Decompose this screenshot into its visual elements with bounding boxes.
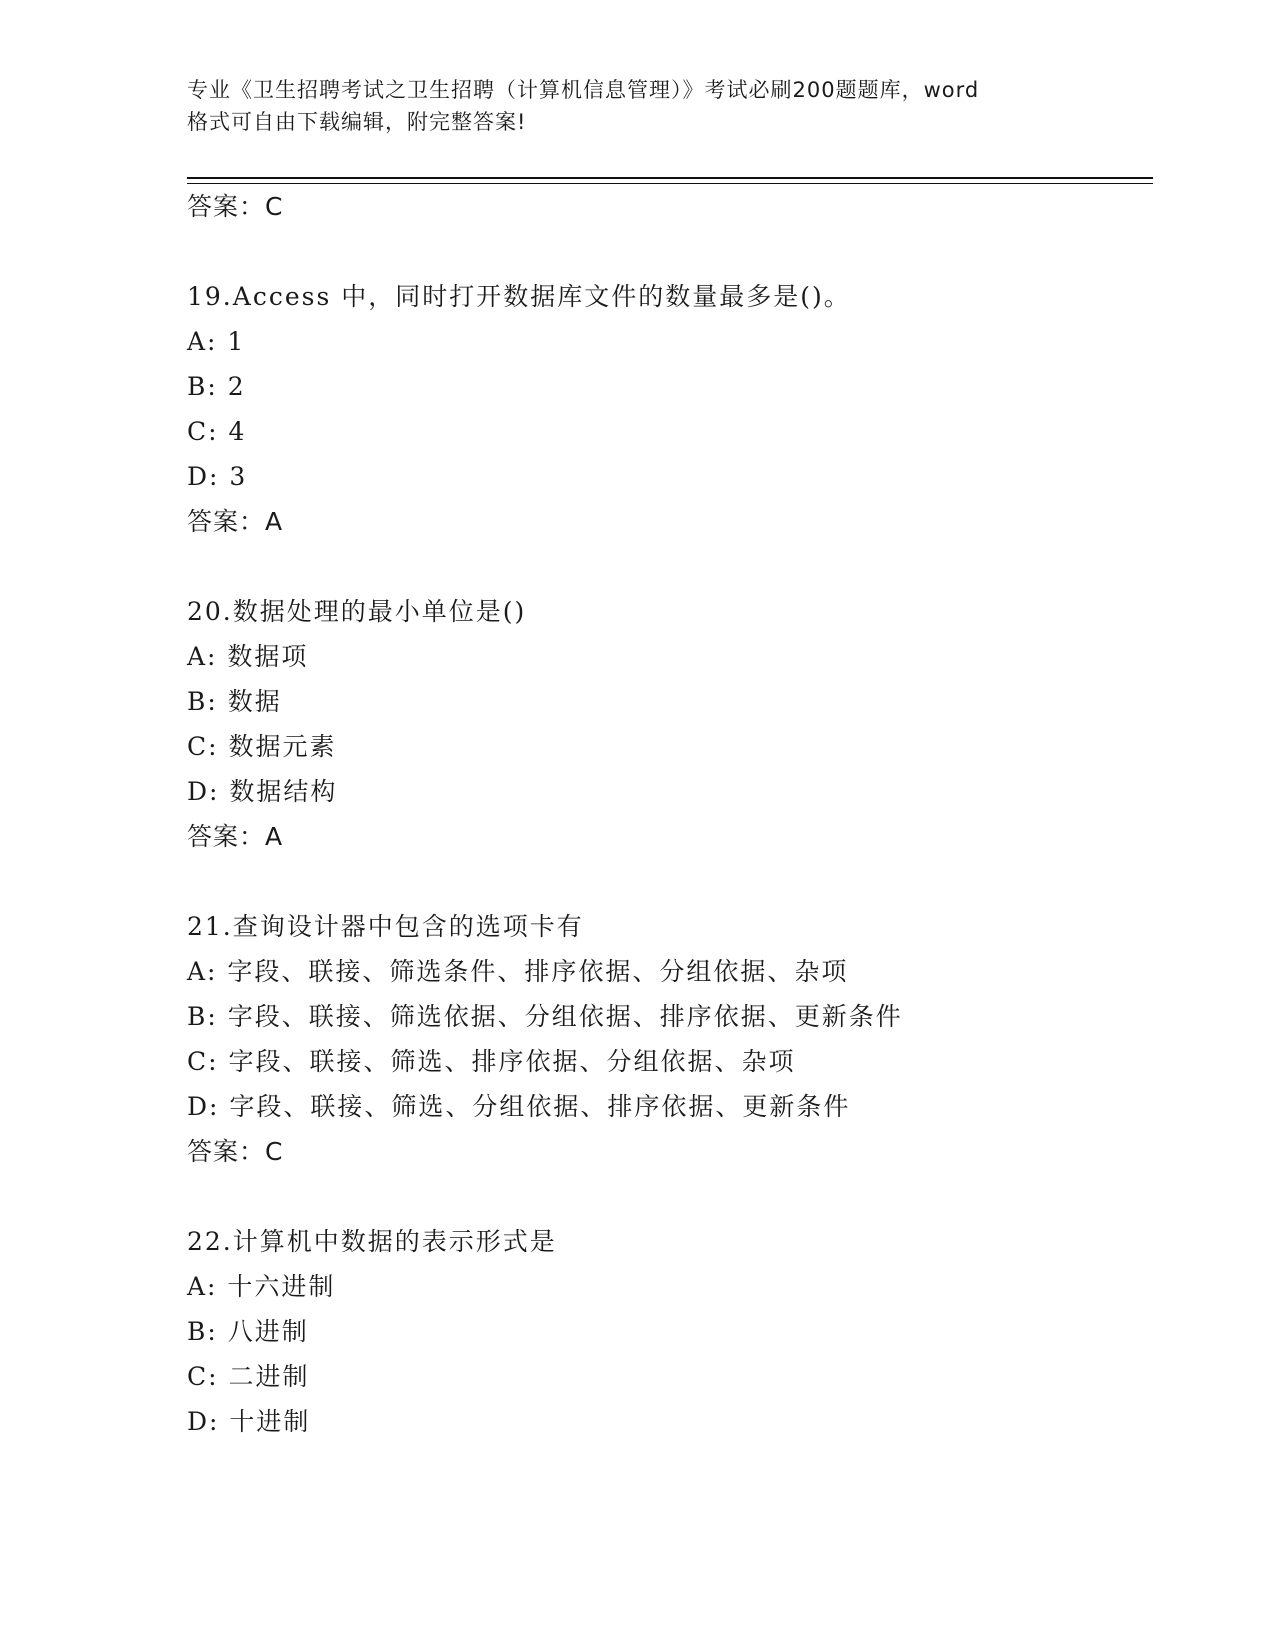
q20-option-d: D: 数据结构 (187, 777, 338, 806)
header-line-2: 格式可自由下载编辑，附完整答案! (187, 110, 527, 134)
q19-option-d: D: 3 (187, 462, 248, 491)
q21-option-b: B: 字段、联接、筛选依据、分组依据、排序依据、更新条件 (187, 1002, 903, 1031)
q20-option-a: A: 数据项 (187, 642, 309, 671)
header-divider-thick (187, 177, 1153, 179)
q21-option-a: A: 字段、联接、筛选条件、排序依据、分组依据、杂项 (187, 957, 849, 986)
q22-option-d: D: 十进制 (187, 1407, 311, 1436)
answer-18: 答案：C (187, 192, 284, 221)
q19-option-a: A: 1 (187, 327, 246, 356)
q19-option-c: C: 4 (187, 417, 247, 446)
question-22: 22.计算机中数据的表示形式是 (187, 1227, 557, 1256)
header-line-1: 专业《卫生招聘考试之卫生招聘（计算机信息管理）》考试必刷200题题库，word (187, 78, 980, 102)
document-header (187, 74, 1087, 138)
q20-answer: 答案：A (187, 822, 284, 851)
q19-answer: 答案：A (187, 507, 284, 536)
q21-option-c: C: 字段、联接、筛选、排序依据、分组依据、杂项 (187, 1047, 796, 1076)
q21-answer: 答案：C (187, 1137, 284, 1166)
header-divider-thin (187, 183, 1153, 184)
q19-option-b: B: 2 (187, 372, 246, 401)
q21-option-d: D: 字段、联接、筛选、分组依据、排序依据、更新条件 (187, 1092, 851, 1121)
q22-option-a: A: 十六进制 (187, 1272, 336, 1301)
q22-option-b: B: 八进制 (187, 1317, 309, 1346)
q22-option-c: C: 二进制 (187, 1362, 310, 1391)
q20-option-c: C: 数据元素 (187, 732, 337, 761)
q20-option-b: B: 数据 (187, 687, 282, 716)
question-20: 20.数据处理的最小单位是() (187, 597, 527, 626)
question-21: 21.查询设计器中包含的选项卡有 (187, 912, 584, 941)
question-19: 19.Access 中，同时打开数据库文件的数量最多是()。 (187, 282, 851, 311)
